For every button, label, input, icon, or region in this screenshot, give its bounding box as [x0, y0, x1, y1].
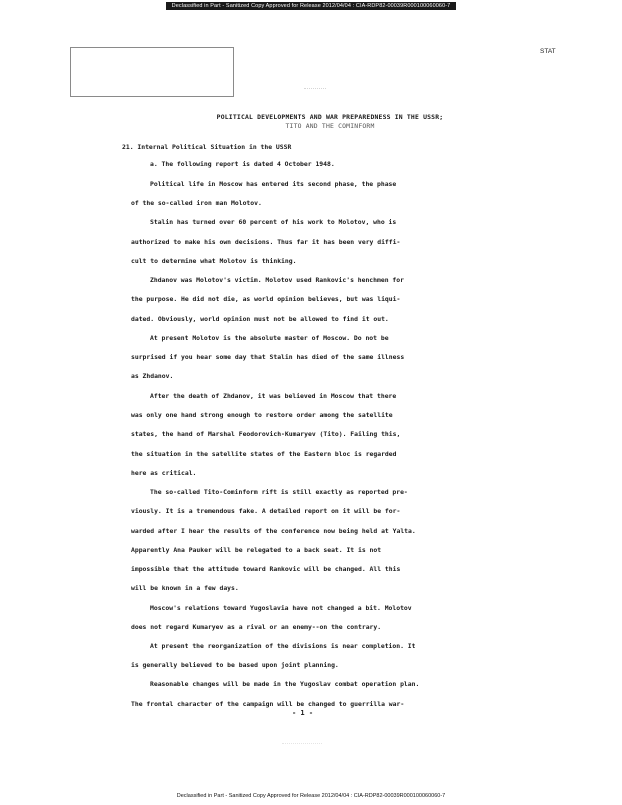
- text-line: here as critical.: [131, 469, 197, 477]
- text-line: The so-called Tito-Cominform rift is still exactly as reported pre-: [150, 488, 408, 496]
- text-line: will be known in a few days.: [131, 584, 239, 592]
- text-line: At present the reorganization of the divisions is near completion. It: [150, 642, 416, 650]
- text-line: does not regard Kumaryev as a rival or an enemy--on the contrary.: [131, 623, 382, 631]
- text-line: states, the hand of Marshal Feodorovich-Kumaryev (Tito). Failing this,: [131, 430, 401, 438]
- text-line: dated. Obviously, world opinion must not be allowed to find it out.: [131, 315, 389, 323]
- text-line: Political life in Moscow has entered its second phase, the phase: [150, 180, 397, 188]
- text-line: authorized to make his own decisions. Thus far it has been very diffi-: [131, 238, 401, 246]
- text-line: was only one hand strong enough to restore order among the satellite: [131, 411, 393, 419]
- declassification-stamp-top: Declassified in Part - Sanitized Copy Approved for Release 2012/04/04 : CIA-RDP82-00039R000100060060-7: [0, 3, 622, 9]
- text-line: of the so-called iron man Molotov.: [131, 199, 262, 207]
- faint-stamp-mark: [282, 731, 322, 744]
- document-subtitle: TITO AND THE COMINFORM: [285, 122, 375, 130]
- text-line: the purpose. He did not die, as world opinion believes, but was liqui-: [131, 295, 401, 303]
- section-heading: 21. Internal Political Situation in the USSR: [122, 143, 292, 151]
- declassification-stamp-bottom: Declassified in Part - Sanitized Copy Approved for Release 2012/04/04 : CIA-RDP82-00039R000100060060-7: [176, 793, 446, 799]
- text-line: a. The following report is dated 4 October 1948.: [150, 160, 335, 168]
- text-line: After the death of Zhdanov, it was believed in Moscow that there: [150, 392, 397, 400]
- text-line: Stalin has turned over 60 percent of his work to Molotov, who is: [150, 218, 397, 226]
- text-line: At present Molotov is the absolute master of Moscow. Do not be: [150, 334, 389, 342]
- text-line: cult to determine what Molotov is thinking.: [131, 257, 297, 265]
- text-line: as Zhdanov.: [131, 372, 174, 380]
- text-line: Zhdanov was Molotov's victim. Molotov used Rankovic's henchmen for: [150, 276, 404, 284]
- text-line: surprised if you hear some day that Stalin has died of the same illness: [131, 353, 405, 361]
- text-line: warded after I hear the results of the conference now being held at Yalta.: [131, 527, 416, 535]
- text-line: Moscow's relations toward Yugoslavia have not changed a bit. Molotov: [150, 604, 412, 612]
- text-line: Apparently Ana Pauker will be relegated to a back seat. It is not: [131, 546, 382, 554]
- text-line: the situation in the satellite states of the Eastern bloc is regarded: [131, 450, 397, 458]
- stat-marking: STAT: [540, 48, 556, 55]
- document-title: POLITICAL DEVELOPMENTS AND WAR PREPAREDNESS IN THE USSR;: [216, 113, 444, 121]
- page-number: - 1 -: [292, 709, 314, 717]
- text-line: is generally believed to be based upon joint planning.: [131, 661, 339, 669]
- text-line: viously. It is a tremendous fake. A detailed report on it will be for-: [131, 507, 401, 515]
- text-line: impossible that the attitude toward Rankovic will be changed. All this: [131, 565, 401, 573]
- text-line: Reasonable changes will be made in the Yugoslav combat operation plan.: [150, 680, 420, 688]
- faint-mark: [304, 80, 326, 89]
- text-line: The frontal character of the campaign will be changed to guerrilla war-: [131, 700, 405, 708]
- redaction-box: [70, 47, 234, 97]
